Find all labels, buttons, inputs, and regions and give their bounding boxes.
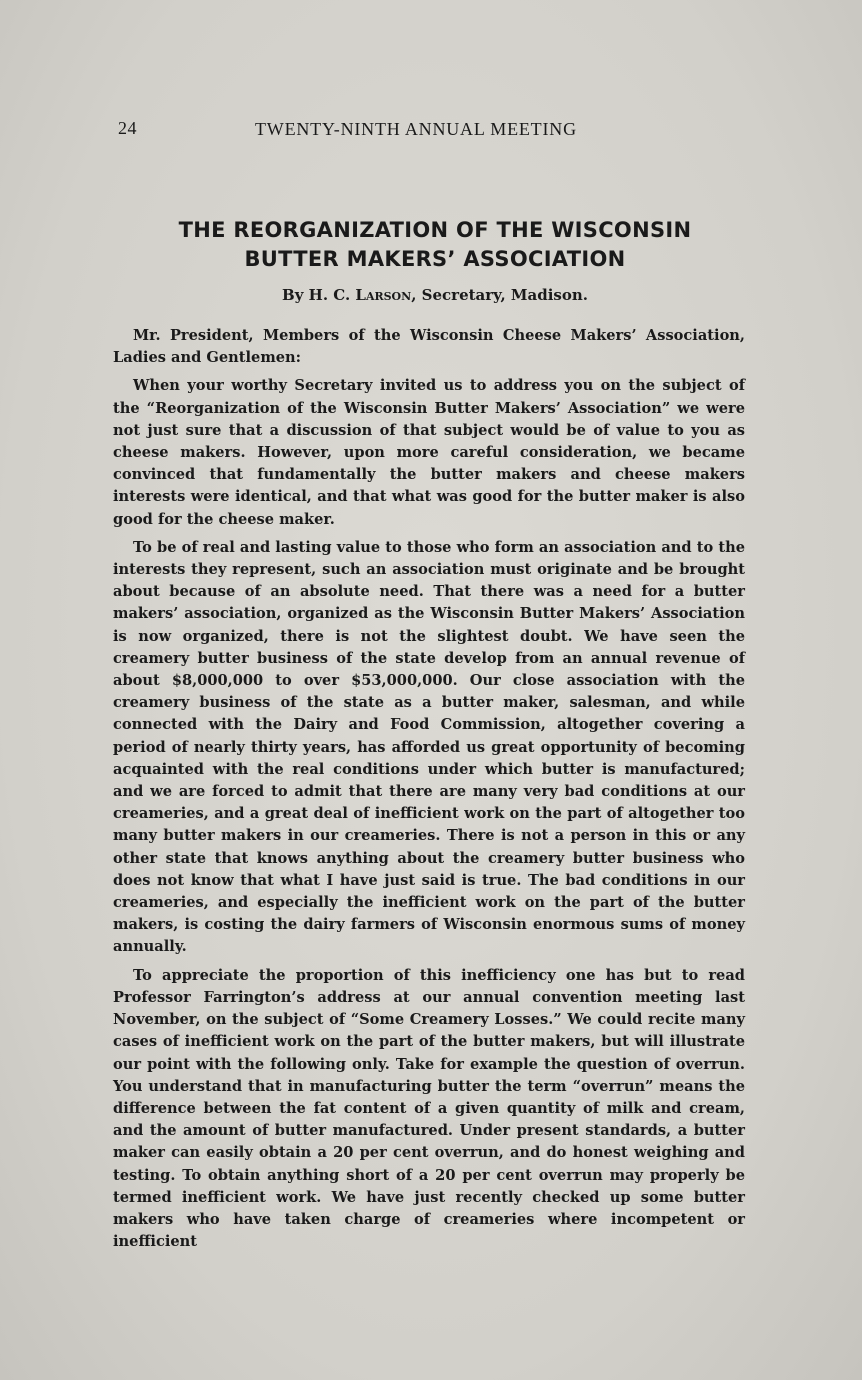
running-header xyxy=(118,118,618,144)
body-paragraph: When your worthy Secretary invited us to address you on the subject of the “Reorganization of the Wisconsin Butter Makers’ Association” we were not just sure that a discussion of that subject would be of value to you as cheese makers. However, upon more careful consideration, we became convinced that fundamentally the butter makers and cheese makers interests were identical, and that what was good for the butter maker is also good for the cheese maker. xyxy=(113,377,745,528)
article-title-line-2: BUTTER MAKERS’ ASSOCIATION xyxy=(244,247,626,271)
salutation-paragraph: Mr. President, Members of the Wisconsin Cheese Makers’ Association, Ladies and Gentlemen: xyxy=(113,327,745,367)
byline xyxy=(110,286,760,304)
author-name: H. C. Larson, xyxy=(308,286,417,304)
body-paragraph: To be of real and lasting value to those who form an association and to the interests they represent, such an association must originate and be brought about because of an absolute need. That there was a need for a butter makers’ association, organized as the Wisconsin Butter Makers’ Association is now organized, there is not the slightest doubt. We have seen the creamery butter business of the state develop from an annual revenue of about $8,000,000 to over $53,000,000. Our close association with the creamery business of the state as a butter maker, salesman, and while connected with the Dairy and Food Commission, altogether covering a period of nearly thirty years, has afforded us great opportunity of becoming acquainted with the real conditions under which butter is manufactured; and we are forced to admit that there are many very bad conditions at our creameries, and a great deal of inefficient work on the part of altogether too many butter makers in our creameries. There is not a person in this or any other state that knows anything about the creamery butter business who does not know that what I have just said is true. The bad conditions in our creameries, and especially the inefficient work on the part of the butter makers, is costing the dairy farmers of Wisconsin enormous sums of money annually. xyxy=(113,538,745,956)
author-title: Secretary, Madison. xyxy=(421,286,588,304)
body-paragraph: To appreciate the proportion of this inefficiency one has but to read Professor Farrington’s address at our annual convention meeting last November, on the subject of “Some Creamery Losses.” We could recite many cases of inefficient work on the part of the butter makers, but will illustrate our point with the following only. Take for example the question of overrun. You understand that in manufacturing butter the term “overrun” means the difference between the fat content of a given quantity of milk and cream, and the amount of butter manufactured. Under present standards, a butter maker can easily obtain a 20 per cent overrun, and do honest weighing and testing. To obtain anything short of a 20 per cent overrun may properly be termed inefficient work. We have just recently checked up some butter makers who have taken charge of creameries where incompetent or inefficient xyxy=(113,966,745,1251)
article-body xyxy=(113,325,745,1259)
article-title xyxy=(110,216,760,274)
page-number: 24 xyxy=(118,118,137,138)
running-title: TWENTY-NINTH ANNUAL MEETING xyxy=(255,119,577,139)
article-title-line-1: THE REORGANIZATION OF THE WISCONSIN xyxy=(178,218,692,242)
byline-prefix: By xyxy=(282,286,304,304)
